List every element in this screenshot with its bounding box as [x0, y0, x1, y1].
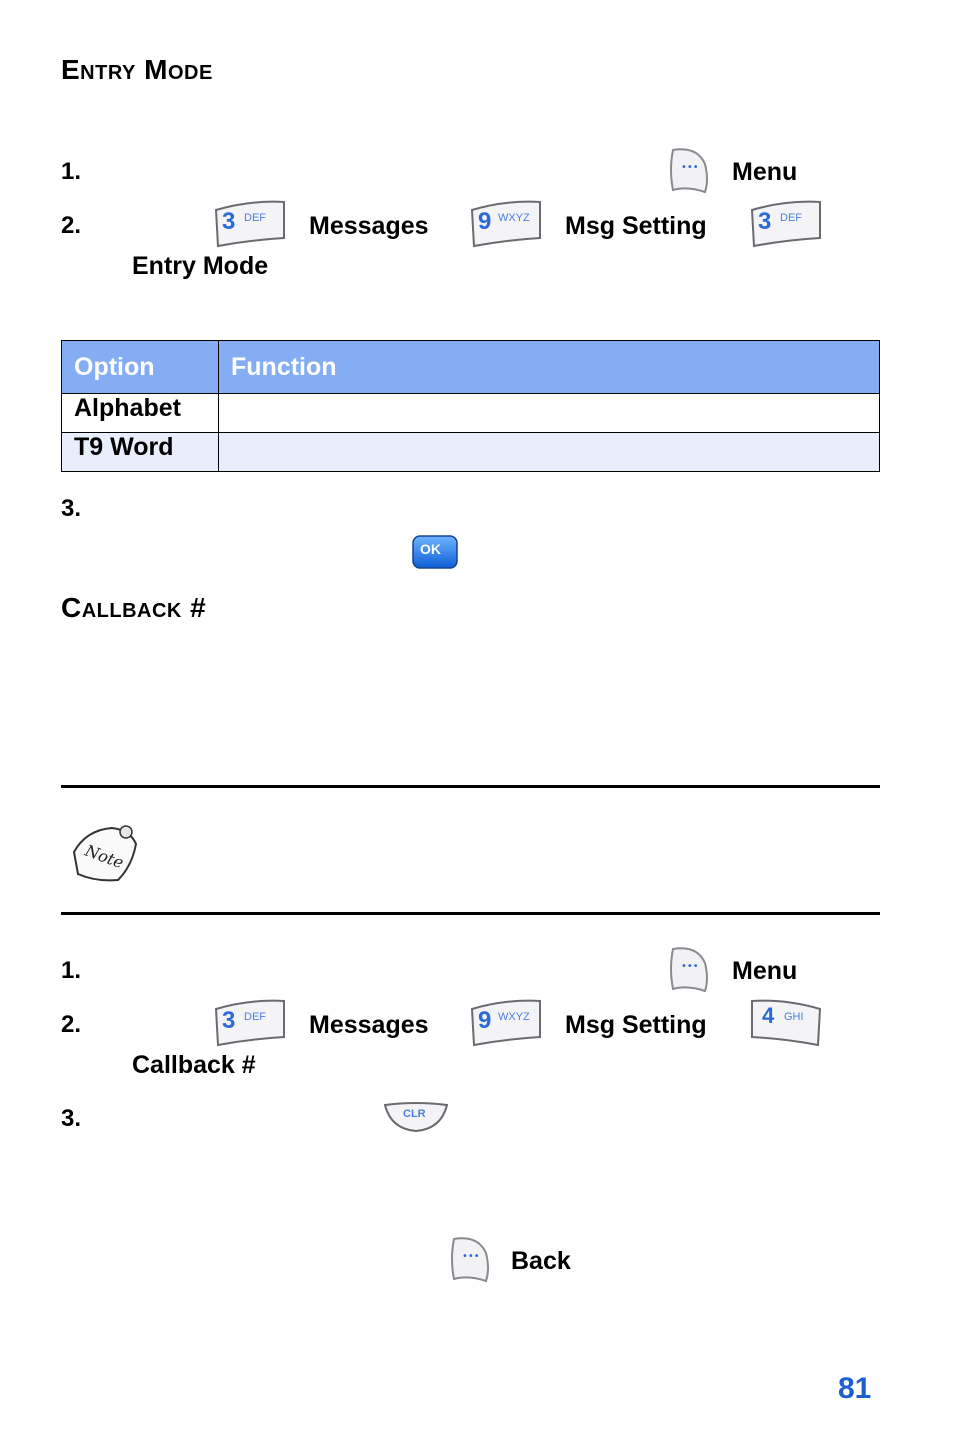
- messages-label: Messages: [309, 212, 429, 240]
- menu-key-label: Menu: [732, 158, 798, 186]
- function-cell: [219, 433, 880, 472]
- key-3-def-icon: 3 DEF: [212, 198, 288, 248]
- page-number: 81: [838, 1372, 872, 1405]
- table-header-row: [62, 341, 880, 394]
- column-header-function: Function: [219, 341, 880, 394]
- svg-text:•••: •••: [681, 162, 699, 173]
- column-header-option: Option: [62, 341, 219, 394]
- entry-mode-heading: Entry Mode: [61, 54, 213, 85]
- key-9-wxyz-icon: 9 WXYZ: [468, 198, 544, 248]
- svg-text:•••: •••: [462, 1251, 480, 1262]
- step-number: 2.: [61, 212, 82, 239]
- table-row: [62, 433, 880, 472]
- entry-mode-label: Entry Mode: [132, 252, 269, 280]
- key-9-wxyz-icon: 9 WXYZ: [468, 997, 544, 1047]
- svg-text:Note: Note: [82, 840, 127, 873]
- messages-label: Messages: [309, 1011, 429, 1039]
- table-row: [62, 394, 880, 433]
- left-softkey-icon: [667, 945, 711, 995]
- divider: [61, 912, 880, 915]
- key-4-ghi-icon: 4 GHI: [748, 997, 824, 1047]
- step-number: 1.: [61, 957, 82, 984]
- divider: [61, 785, 880, 788]
- note-icon: [68, 822, 142, 886]
- menu-key-label: Menu: [732, 957, 798, 985]
- callback-heading: Callback #: [61, 592, 207, 623]
- step-number: 2.: [61, 1011, 82, 1038]
- option-cell: T9 Word: [62, 433, 219, 472]
- callback-label: Callback #: [132, 1051, 256, 1079]
- step-number: 3.: [61, 1105, 82, 1132]
- option-cell: Alphabet: [62, 394, 219, 433]
- left-softkey-icon: [448, 1235, 492, 1285]
- msg-setting-label: Msg Setting: [565, 212, 707, 240]
- clr-key-icon: CLR: [383, 1101, 449, 1133]
- step-number: 1.: [61, 158, 82, 185]
- left-softkey-icon: [667, 146, 711, 196]
- back-key-label: Back: [511, 1247, 571, 1275]
- step-number: 3.: [61, 495, 82, 522]
- function-cell: [219, 394, 880, 433]
- key-3-def-icon: 3 DEF: [212, 997, 288, 1047]
- options-table: [61, 340, 880, 472]
- ok-key-icon: OK: [412, 535, 458, 569]
- svg-text:•••: •••: [681, 961, 699, 972]
- key-3-def-icon: 3 DEF: [748, 198, 824, 248]
- msg-setting-label: Msg Setting: [565, 1011, 707, 1039]
